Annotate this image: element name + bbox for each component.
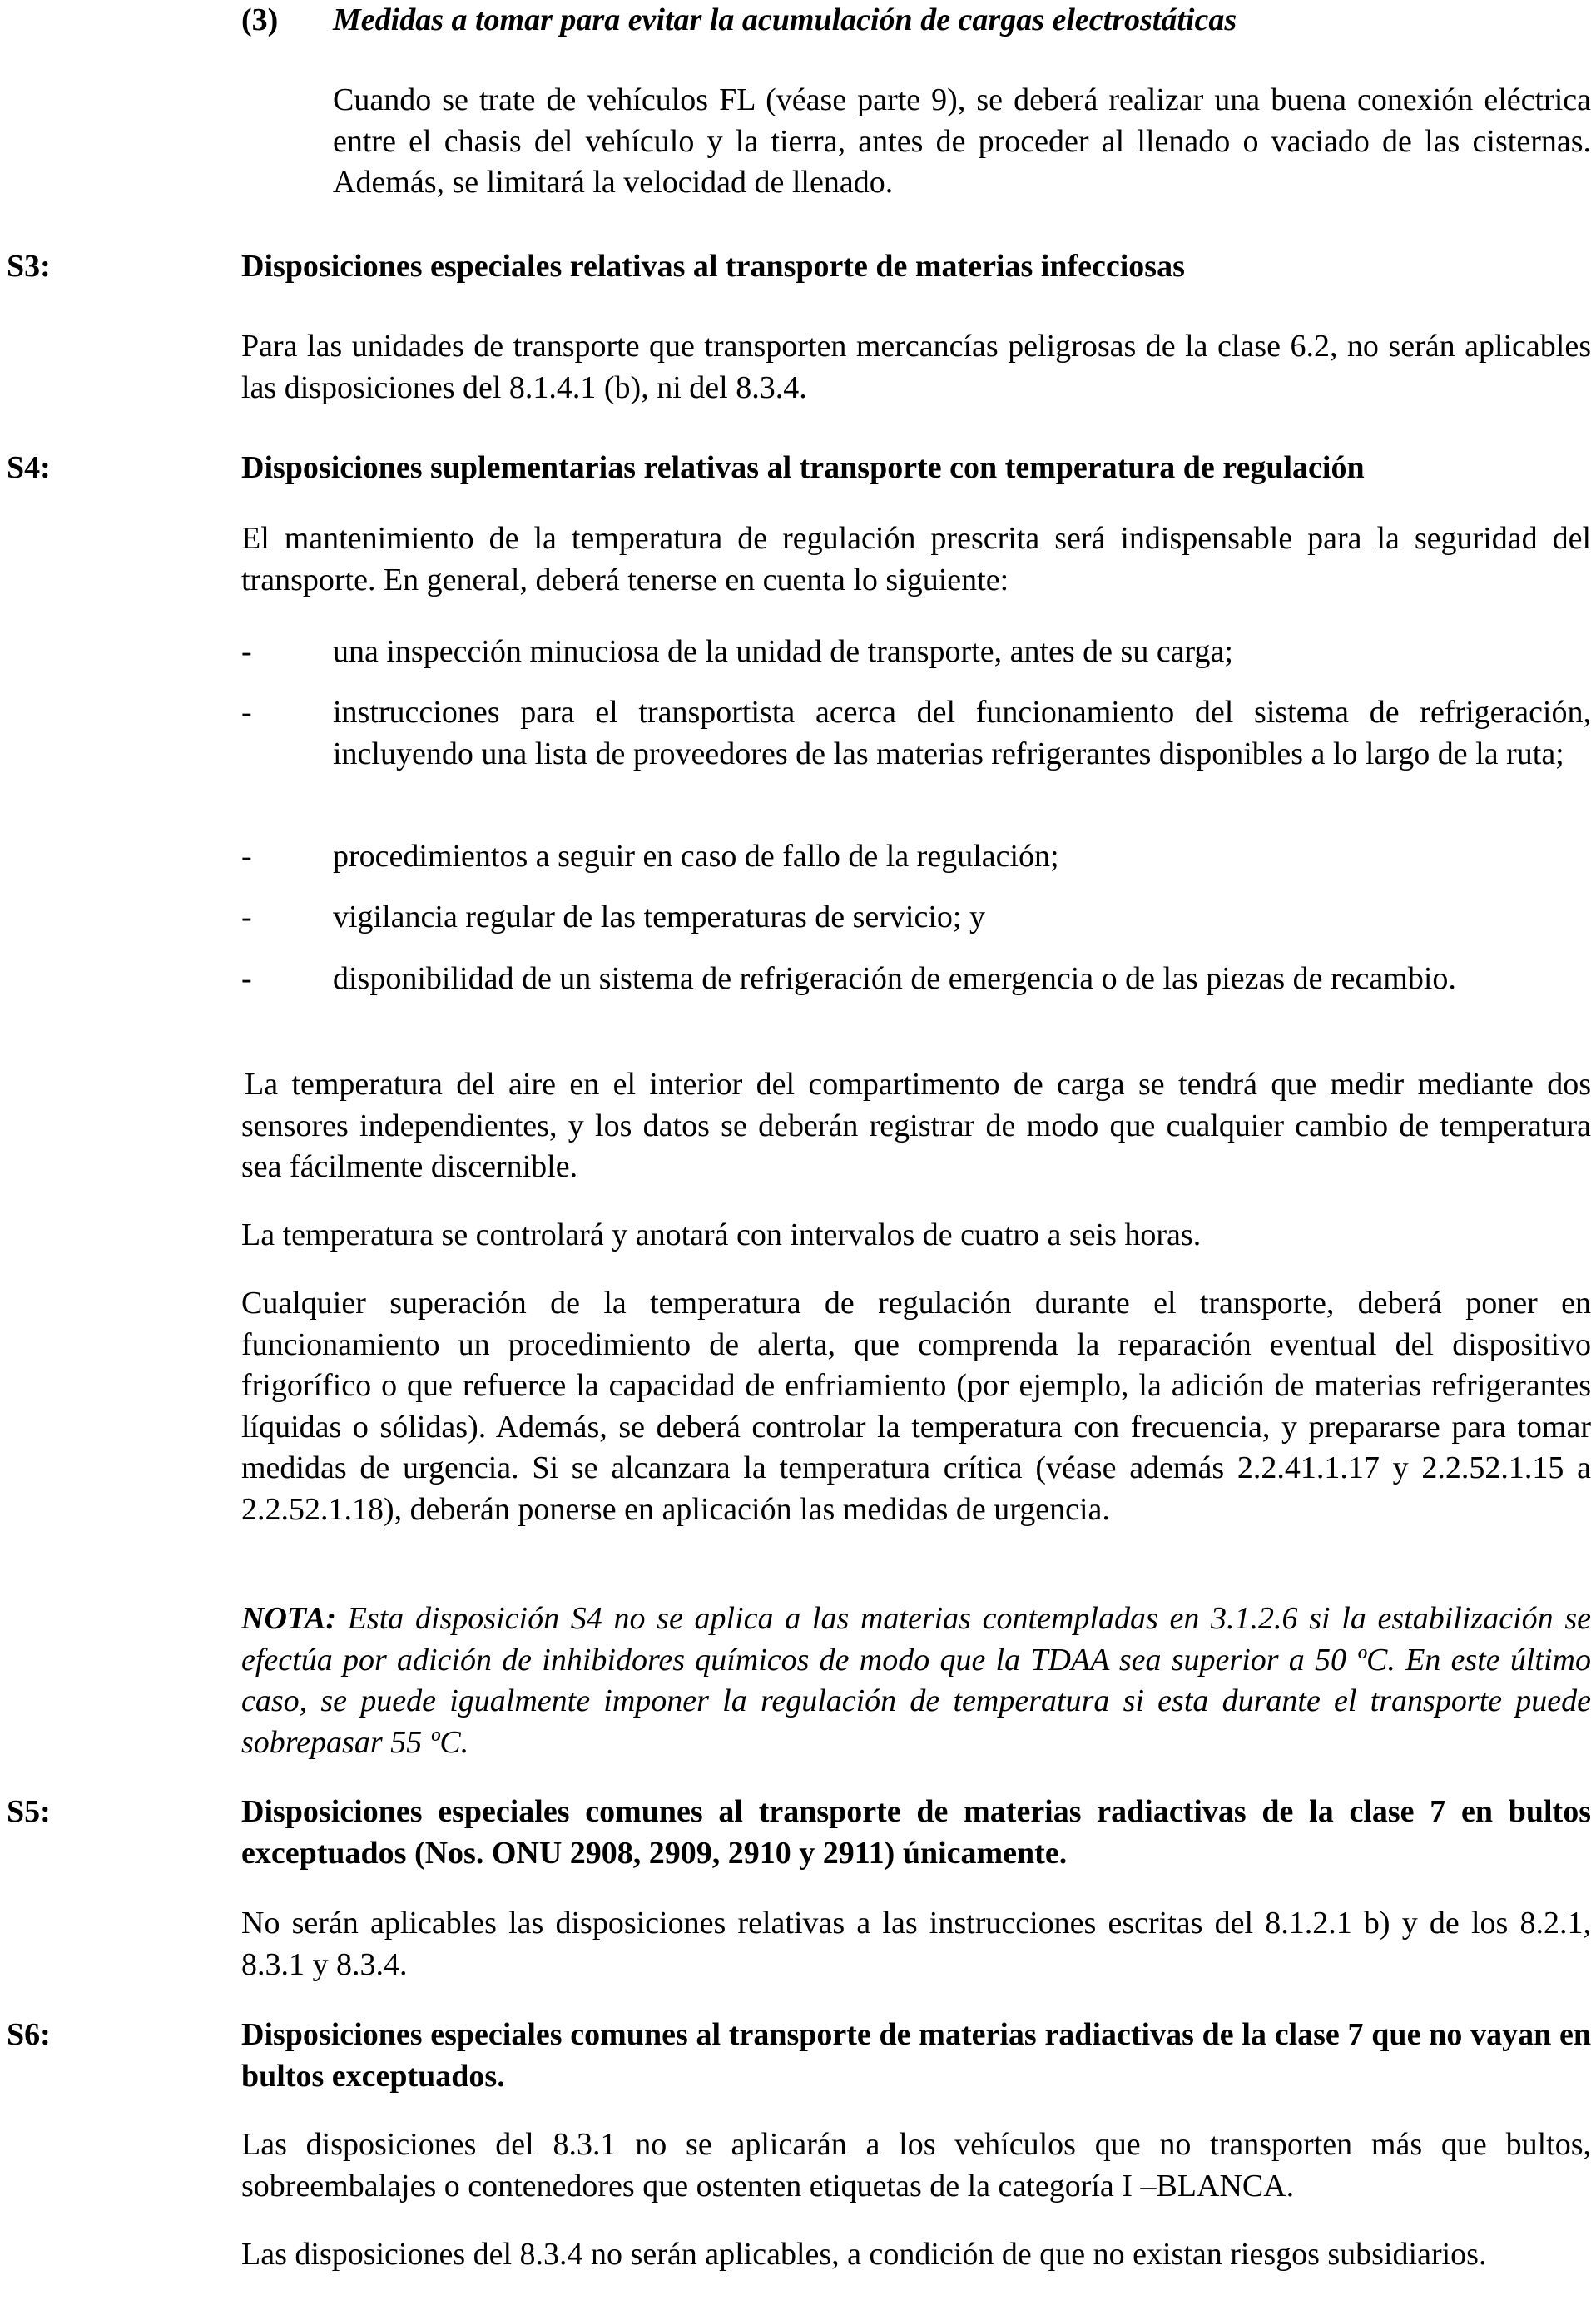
section-para-s4-2: La temperatura se controlará y anotará con intervalos de cuatro a seis horas. bbox=[241, 1217, 1202, 1252]
section-label-s4: S4: bbox=[7, 450, 51, 485]
section-title-s4: Disposiciones suplementarias relativas al transporte con temperatura de regulación bbox=[241, 450, 1365, 485]
section-body-s6-1: Las disposiciones del 8.3.1 no se aplicarán a los vehículos que no transporten más que bultos, sobreembalajes o contenedores que ostenten etiquetas de la categoría I –BLANCA. bbox=[241, 2127, 1591, 2203]
list-bullet: - bbox=[241, 961, 252, 996]
section-para-s4-1: La temperatura del aire en el interior del compartimento de carga se tendrá que medir mediante dos sensores independientes, y los datos se deberán registrar de modo que cualquier cambio de temperatura sea fácilmente discernible. bbox=[241, 1067, 1591, 1184]
section-body-s6-2: Las disposiciones del 8.3.4 no serán aplicables, a condición de que no existan riesgos subsidiarios. bbox=[241, 2237, 1487, 2272]
subsection-body: Cuando se trate de vehículos FL (véase parte 9), se deberá realizar una buena conexión eléctrica entre el chasis del vehículo y la tierra, antes de proceder al llenado o vaciado de las cisternas. Además, se limitará la velocidad de llenado. bbox=[333, 82, 1591, 200]
list-item-text: una inspección minuciosa de la unidad de transporte, antes de su carga; bbox=[333, 634, 1233, 669]
section-label-s5: S5: bbox=[7, 1794, 51, 1829]
section-label-s6: S6: bbox=[7, 2017, 51, 2052]
section-intro-s4: El mantenimiento de la temperatura de regulación prescrita será indispensable para la seguridad del transporte. En general, deberá tenerse en cuenta lo siguiente: bbox=[241, 521, 1591, 597]
list-bullet: - bbox=[241, 900, 252, 934]
list-item-text: vigilancia regular de las temperaturas de servicio; y bbox=[333, 900, 985, 934]
section-label-s3: S3: bbox=[7, 249, 51, 284]
list-item-text: procedimientos a seguir en caso de fallo de la regulación; bbox=[333, 839, 1059, 874]
section-body-s5: No serán aplicables las disposiciones relativas a las instrucciones escritas del 8.1.2.1 b) y de los 8.2.1, 8.3.1 y 8.3.4. bbox=[241, 1906, 1591, 1982]
section-title-s5: Disposiciones especiales comunes al transporte de materias radiactivas de la clase 7 en bultos exceptuados (Nos. ONU 2908, 2909, 2910 y 2911) únicamente. bbox=[241, 1794, 1591, 1871]
list-bullet: - bbox=[241, 839, 252, 874]
note-label: NOTA: bbox=[241, 1601, 336, 1636]
list-item-text: disponibilidad de un sistema de refrigeración de emergencia o de las piezas de recambio. bbox=[333, 961, 1456, 996]
note-text: Esta disposición S4 no se aplica a las materias contempladas en 3.1.2.6 si la estabilización se efectúa por adición de inhibidores químicos de modo que la TDAA sea superior a 50 ºC. En este último caso, se puede igualmente imponer la regulación de temperatura si esta durante el transporte puede sobrepasar 55 ºC. bbox=[241, 1601, 1591, 1760]
subsection-title: Medidas a tomar para evitar la acumulación de cargas electrostáticas bbox=[333, 2, 1237, 37]
section-title-s6: Disposiciones especiales comunes al transporte de materias radiactivas de la clase 7 que no vayan en bultos exceptuados. bbox=[241, 2017, 1591, 2094]
list-item-text: instrucciones para el transportista acerca del funcionamiento del sistema de refrigeración, incluyendo una lista de proveedores de las materias refrigerantes disponibles a lo largo de la ruta; bbox=[333, 695, 1591, 771]
section-title-s3: Disposiciones especiales relativas al transporte de materias infecciosas bbox=[241, 249, 1185, 284]
note-s4 bbox=[241, 1599, 1591, 1763]
section-body-s3: Para las unidades de transporte que transporten mercancías peligrosas de la clase 6.2, no serán aplicables las disposiciones del 8.1.4.1 (b), ni del 8.3.4. bbox=[241, 329, 1591, 405]
list-bullet: - bbox=[241, 695, 252, 730]
section-para-s4-3: Cualquier superación de la temperatura de regulación durante el transporte, deberá poner en funcionamiento un procedimiento de alerta, que comprenda la reparación eventual del dispositivo frigorífico o que refuerce la capacidad de enfriamiento (por ejemplo, la adición de materias refrigerantes líquidas o sólidas). Además, se deberá controlar la temperatura con frecuencia, y prepararse para tomar medidas de urgencia. Si se alcanzara la temperatura crítica (véase además 2.2.41.1.17 y 2.2.52.1.15 a 2.2.52.1.18), deberán ponerse en aplicación las medidas de urgencia. bbox=[241, 1286, 1591, 1527]
subsection-number: (3) bbox=[241, 2, 279, 37]
list-bullet: - bbox=[241, 634, 252, 669]
